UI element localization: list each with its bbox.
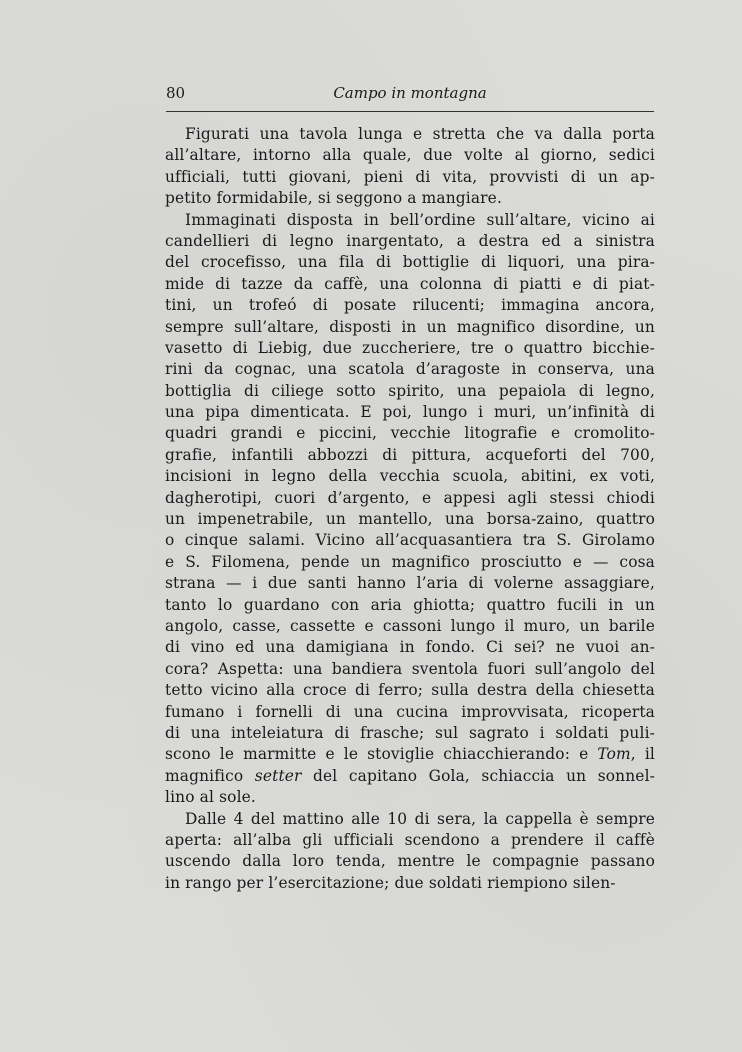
text-line: Figurati una tavola lunga e stretta che va dalla porta: [185, 125, 655, 143]
text-line: fumano i fornelli di una cucina improvvisata, ricoperta: [165, 702, 655, 721]
text-line: all’altare, intorno alla quale, due volte al giorno, sedici: [165, 146, 655, 165]
text-line: Immaginati disposta in bell’ordine sull’altare, vicino ai: [185, 210, 655, 229]
text-line: magnifico setter del capitano Gola, schiaccia un sonnel-: [165, 766, 655, 785]
text-line: grafie, infantili abbozzi di pittura, acqueforti del 700,: [165, 445, 655, 464]
text-line: mide di tazze da caffè, una colonna di piatti e di piat-: [165, 274, 655, 293]
text-line: e S. Filomena, pende un magnifico prosciutto e — cosa: [165, 552, 655, 571]
text-line: angolo, casse, cassette e cassoni lungo il muro, un barile: [165, 616, 655, 635]
text-line: rini da cognac, una scatola d’aragoste in conserva, una: [165, 360, 655, 379]
page-header: [166, 84, 654, 106]
text-line: strana — i due santi hanno l’aria di volerne assaggiare,: [165, 574, 655, 593]
text-line: tini, un trofeó di posate rilucenti; immagina ancora,: [165, 296, 655, 315]
text-line: quadri grandi e piccini, vecchie litografie e cromolito-: [165, 424, 655, 443]
text-line: ufficiali, tutti giovani, pieni di vita, provvisti di un ap-: [165, 167, 655, 186]
text-line: incisioni in legno della vecchia scuola, abitini, ex voti,: [165, 467, 655, 486]
text-line: candellieri di legno inargentato, a destra ed a sinistra: [165, 231, 655, 250]
text-line: sempre sull’altare, disposti in un magnifico disordine, un: [165, 317, 655, 336]
text-line: tanto lo guardano con aria ghiotta; quattro fucili in un: [165, 595, 655, 614]
text-line: una pipa dimenticata. E poi, lungo i muri, un’infinità di: [165, 403, 655, 422]
text-line: tetto vicino alla croce di ferro; sulla destra della chiesetta: [165, 681, 655, 700]
text-line: Dalle 4 del mattino alle 10 di sera, la cappella è sempre: [185, 809, 655, 828]
text-line: scono le marmitte e le stoviglie chiacchierando: e Tom, il: [165, 745, 655, 764]
text-line: dagherotipi, cuori d’argento, e appesi agli stessi chiodi: [165, 488, 655, 507]
text-line: vasetto di Liebig, due zuccheriere, tre o quattro bicchie-: [165, 338, 655, 357]
page-number: 80: [166, 84, 186, 102]
text-line: uscendo dalla loro tenda, mentre le compagnie passano: [165, 852, 655, 871]
text-line: aperta: all’alba gli ufficiali scendono a prendere il caffè: [165, 830, 655, 849]
text-line: di vino ed una damigiana in fondo. Ci sei? ne vuoi an-: [165, 638, 655, 657]
header-rule: [166, 111, 654, 112]
text-line: di una inteleiatura di frasche; sul sagrato i soldati puli-: [165, 723, 655, 742]
body-text: [165, 124, 655, 894]
text-line: bottiglia di ciliege sotto spirito, una pepaiola di legno,: [165, 381, 655, 400]
text-line: del crocefisso, una fila di bottiglie di liquori, una pira-: [165, 253, 655, 272]
text-line: o cinque salami. Vicino all’acquasantiera tra S. Girolamo: [165, 531, 655, 550]
running-title: Campo in montagna: [333, 84, 487, 102]
text-line: in rango per l’esercitazione; due soldati riempiono silen-: [165, 873, 616, 892]
text-line: lino al sole.: [165, 788, 256, 807]
text-line: cora? Aspetta: una bandiera sventola fuori sull’angolo del: [165, 659, 655, 678]
text-line: petito formidabile, si seggono a mangiare.: [165, 189, 502, 208]
text-line: un impenetrabile, un mantello, una borsa-zaino, quattro: [165, 510, 655, 529]
